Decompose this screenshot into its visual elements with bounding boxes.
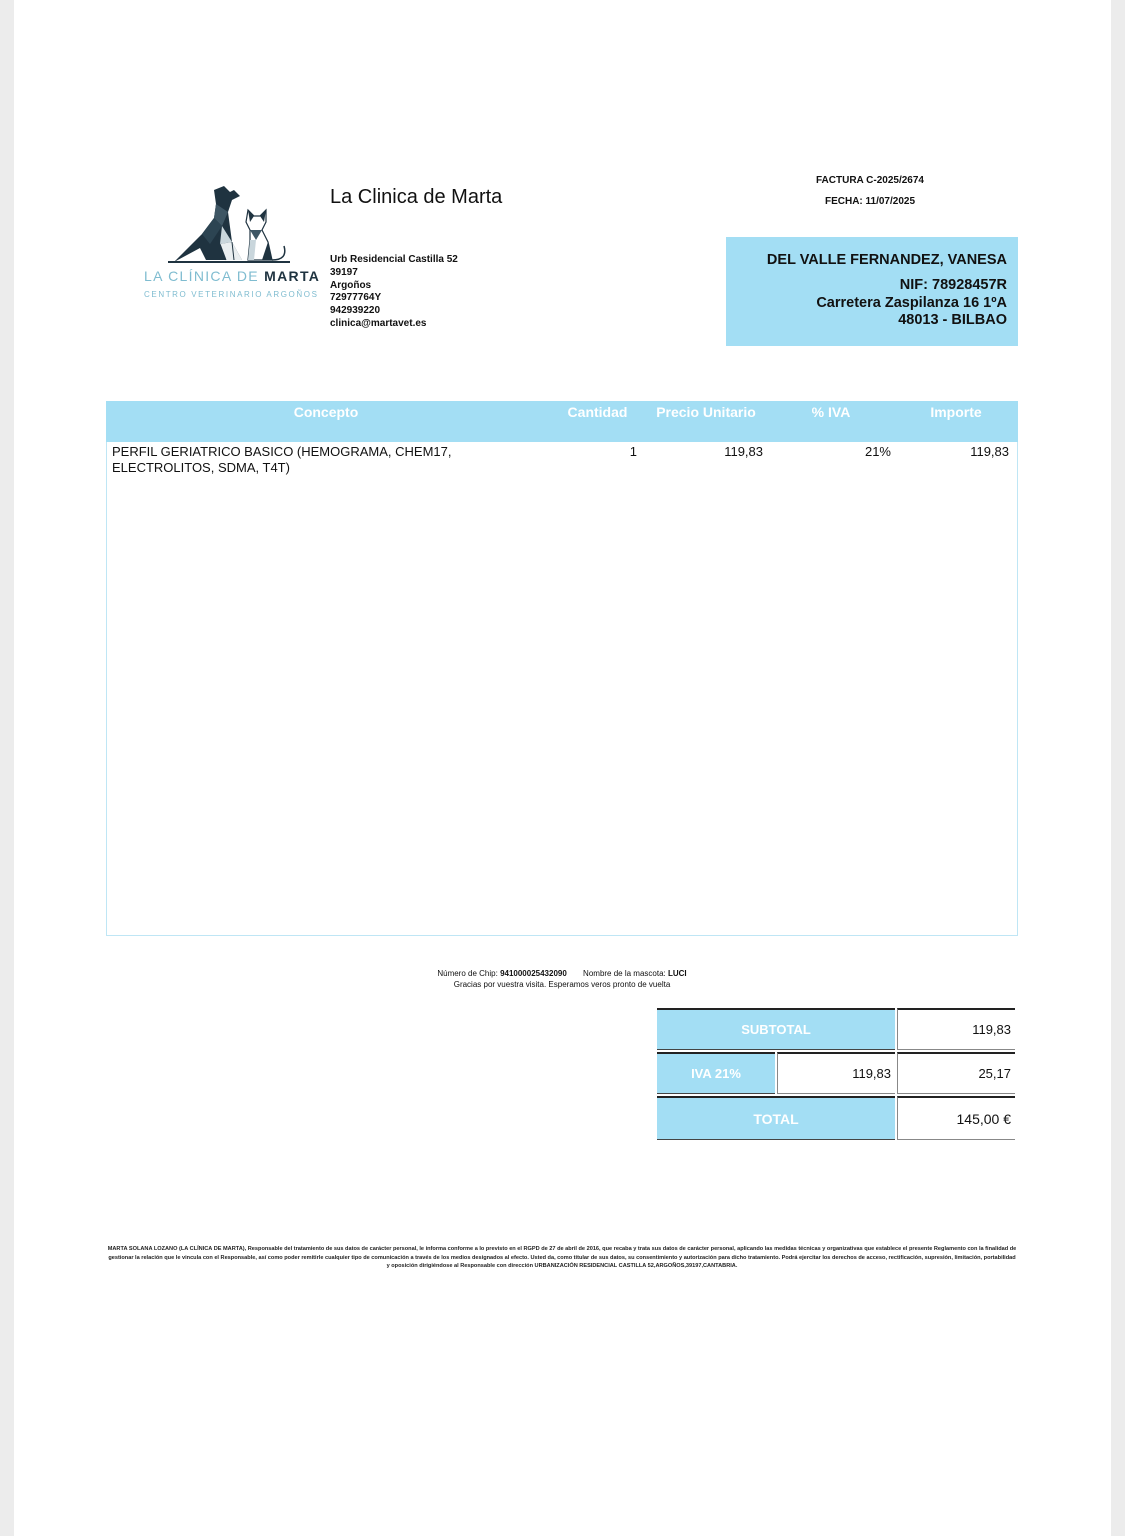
vat-base: 119,83: [777, 1052, 895, 1094]
client-city: 48013 - BILBAO: [898, 312, 1007, 328]
invoice-meta: [784, 175, 956, 217]
logo-wordmark: LA CLÍNICA DE MARTA: [144, 268, 321, 284]
pet-notes: [106, 968, 1018, 990]
header-concept: Concepto: [293, 404, 359, 420]
invoice-number: FACTURA C-2025/2674: [815, 175, 924, 186]
items-table-header: [106, 401, 1018, 442]
client-nif: NIF: 78928457R: [899, 277, 1007, 293]
row-vat: 21%: [864, 444, 891, 459]
dog-cat-logo-icon: [144, 182, 309, 266]
address-phone: 942939220: [330, 305, 381, 317]
invoice-page: [14, 0, 1111, 1536]
header-vat: % IVA: [811, 404, 851, 420]
chip-number: 941000025432090: [500, 969, 567, 978]
address-town: Argoños: [330, 279, 372, 291]
header-unit-price: Precio Unitario: [656, 404, 756, 420]
subtotal-value: 119,83: [897, 1008, 1015, 1050]
address-street: Urb Residencial Castilla 52: [330, 254, 458, 265]
thanks-message: Gracias por vuestra visita. Esperamos veros pronto de vuelta: [453, 980, 671, 989]
client-box: [726, 237, 1018, 346]
total-label: TOTAL: [657, 1096, 895, 1140]
address-postcode: 39197: [330, 266, 358, 278]
pet-name: LUCI: [667, 969, 687, 978]
total-value: 145,00 €: [897, 1096, 1015, 1140]
items-table: [106, 401, 1018, 936]
header-quantity: Cantidad: [567, 404, 628, 420]
pet-name-label: Nombre de la mascota:: [583, 969, 666, 978]
row-quantity: 1: [629, 444, 637, 459]
header-amount: Importe: [930, 404, 982, 420]
chip-label: Número de Chip:: [437, 969, 498, 978]
address-email: clinica@martavet.es: [330, 317, 427, 329]
clinic-address: [330, 254, 458, 331]
invoice-date: FECHA: 11/07/2025: [824, 196, 916, 207]
vat-value: 25,17: [897, 1052, 1015, 1094]
row-concept: PERFIL GERIATRICO BASICO (HEMOGRAMA, CHEM17, ELECTROLITOS, SDMA, T4T): [112, 444, 452, 475]
logo-subtitle: CENTRO VETERINARIO ARGOÑOS: [144, 290, 319, 299]
client-street: Carretera Zaspilanza 16 1ºA: [816, 294, 1007, 311]
subtotal-label: SUBTOTAL: [657, 1008, 895, 1050]
client-name: DEL VALLE FERNANDEZ, VANESA: [766, 252, 1007, 268]
row-unit-price: 119,83: [724, 444, 763, 459]
address-tax-id: 72977764Y: [330, 292, 382, 304]
vat-label: IVA 21%: [657, 1052, 775, 1094]
privacy-notice: MARTA SOLANA LOZANO (LA CLÍNICA DE MARTA), Responsable del tratamiento de sus datos de carácter personal, le informa conforme a lo previsto en el RGPD de 27 de abril de 2016, que recaba y trata sus datos de carácter personal, aplicando las medidas técnicas y organizativas que establece el presente Reglamento con la finalidad de gestionar la relación que le vincula con el Responsable, así como poder remitirle cualquier tipo de comunicación a través de los medios designados al efecto. Usted da, como titular de sus datos, su consentimiento y autorización para dicho tratamiento. Podrá ejercitar los derechos de acceso, rectificación, supresión, limitación, portabilidad y oposición dirigiéndose al Responsable con dirección URBANIZACIÓN RESIDENCIAL CASTILLA 52,ARGOÑOS,39197,CANTABRIA.: [107, 1246, 1017, 1269]
row-amount: 119,83: [970, 444, 1009, 459]
clinic-name: La Clinica de Marta: [330, 186, 503, 208]
clinic-logo: [144, 182, 321, 307]
